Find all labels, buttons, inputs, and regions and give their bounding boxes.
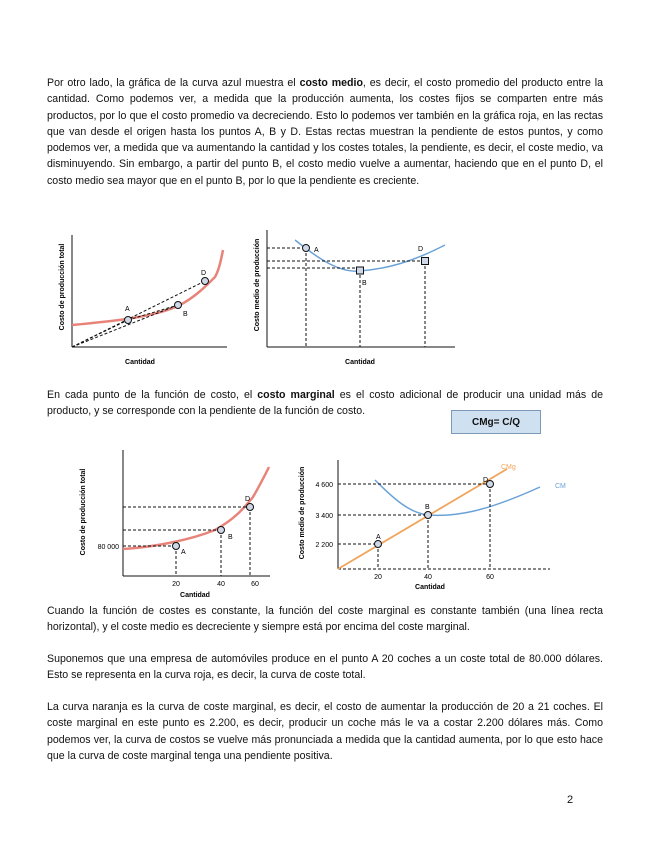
fig4-label-d: D [483, 477, 489, 484]
fig2-point-a [303, 245, 310, 252]
fig4-ytick-4600: 4 600 [315, 482, 333, 489]
fig2-ylabel: Costo medio de producción [254, 238, 261, 332]
fig3-label-b: B [228, 534, 233, 541]
paragraph-costo-medio: Por otro lado, la gráfica de la curva azul muestra el costo medio, es decir, el costo promedio del producto entre la cantidad. Como podemos ver, a medida que la producción aumenta, los costes fijos se comparten entre más productos, por lo que el costo promedio va decreciendo. Esto lo podemos ver también en la gráfica roja, en las rectas que van desde el origen hasta los puntos A, B y D. Estas rectas muestran la pendiente de estos puntos, y como podemos ver, a medida que va aumentando la cantidad y los costes totales, la pendiente, es decir, el coste medio, va disminuyendo. Sin embargo, a partir del punto B, el costo medio vuelve a aumentar, haciendo que en el punto D, el costo medio sea mayor que en el punto B, por lo que la pendiente es creciente. [47, 77, 603, 187]
fig4-xtick-20: 20 [374, 574, 382, 581]
paragraph-curva-naranja: La curva naranja es la curva de coste marginal, es decir, el costo de aumentar la producción de 20 a 21 coches. El coste marginal en este punto es 2.200, es decir, producir un coche más le va a costar 2.200 dólares más. Como podemos ver, la curva de costos se vuelve más pronunciada a medida que la cantidad aumenta, por lo que esto hace que la curva de coste marginal tenga una pendiente positiva. [47, 701, 603, 762]
fig1-point-a [125, 317, 132, 324]
fig2-label-d: D [418, 246, 424, 253]
fig1-point-b [175, 302, 182, 309]
page-number: 2 [567, 794, 574, 806]
fig4-xtick-60: 60 [486, 574, 494, 581]
fig4-label-a: A [376, 534, 381, 541]
bold-costo-marginal: costo marginal [257, 389, 335, 401]
fig4-series-cm: CM [555, 483, 566, 490]
fig3-xlabel: Cantidad [180, 592, 210, 599]
fig1-label-d: D [201, 270, 207, 277]
fig4-series-cmg: CMg [501, 464, 516, 471]
fig3-ytick: 80 000 [97, 544, 119, 551]
fig4-ytick-3400: 3 400 [315, 513, 333, 520]
fig4-xlabel: Cantidad [415, 584, 445, 591]
fig2-xlabel: Cantidad [345, 359, 375, 366]
fig1-ylabel: Costo de producción total [59, 243, 66, 331]
fig4-point-b [425, 512, 432, 519]
fig4-ytick-2200: 2 200 [315, 542, 333, 549]
fig4-xtick-40: 40 [424, 574, 432, 581]
fig3-point-b [218, 527, 225, 534]
fig2-label-a: A [314, 247, 319, 254]
fig3-point-a [173, 543, 180, 550]
fig4-ylabel: Costo medio de producción [299, 466, 306, 560]
fig3-ylabel: Costo de producción total [80, 468, 87, 556]
fig1-xlabel: Cantidad [125, 359, 155, 366]
figure-marginal-average-cost [295, 455, 580, 595]
fig3-label-a: A [181, 549, 186, 556]
fig3-xtick-20: 20 [172, 581, 180, 588]
fig4-point-a [375, 541, 382, 548]
fig2-point-d [422, 258, 429, 265]
bold-costo-medio: costo medio [299, 77, 363, 89]
fig4-label-b: B [425, 504, 430, 511]
fig2-label-b: B [362, 280, 367, 287]
fig2-point-b [357, 267, 364, 274]
fig1-label-a: A [125, 306, 130, 313]
fig1-label-b: B [183, 311, 188, 318]
figure-total-cost-ticks [75, 445, 275, 600]
fig3-label-d: D [245, 496, 251, 503]
fig3-xtick-40: 40 [217, 581, 225, 588]
paragraph-costo-marginal: En cada punto de la función de costo, el costo marginal es el costo adicional de producir una unidad más de producto, y se corresponde con la pendiente de la función de costo. [47, 389, 603, 418]
figure-total-cost-rays [55, 225, 230, 370]
figure-average-cost [250, 225, 455, 370]
fig1-point-d [202, 278, 209, 285]
formula-box: CMg= C/Q [451, 410, 541, 434]
fig3-point-d [247, 504, 254, 511]
paragraph-empresa-automoviles: Suponemos que una empresa de automóviles produce en el punto A 20 coches a un coste total de 80.000 dólares. Esto se representa en la curva roja, es decir, la curva de coste total. [47, 653, 603, 682]
paragraph-funcion-constante: Cuando la función de costes es constante, la función del coste marginal es constante también (una línea recta horizontal), y el coste medio es decreciente y siempre está por encima del coste marginal. [47, 605, 603, 634]
fig3-xtick-60: 60 [251, 581, 259, 588]
